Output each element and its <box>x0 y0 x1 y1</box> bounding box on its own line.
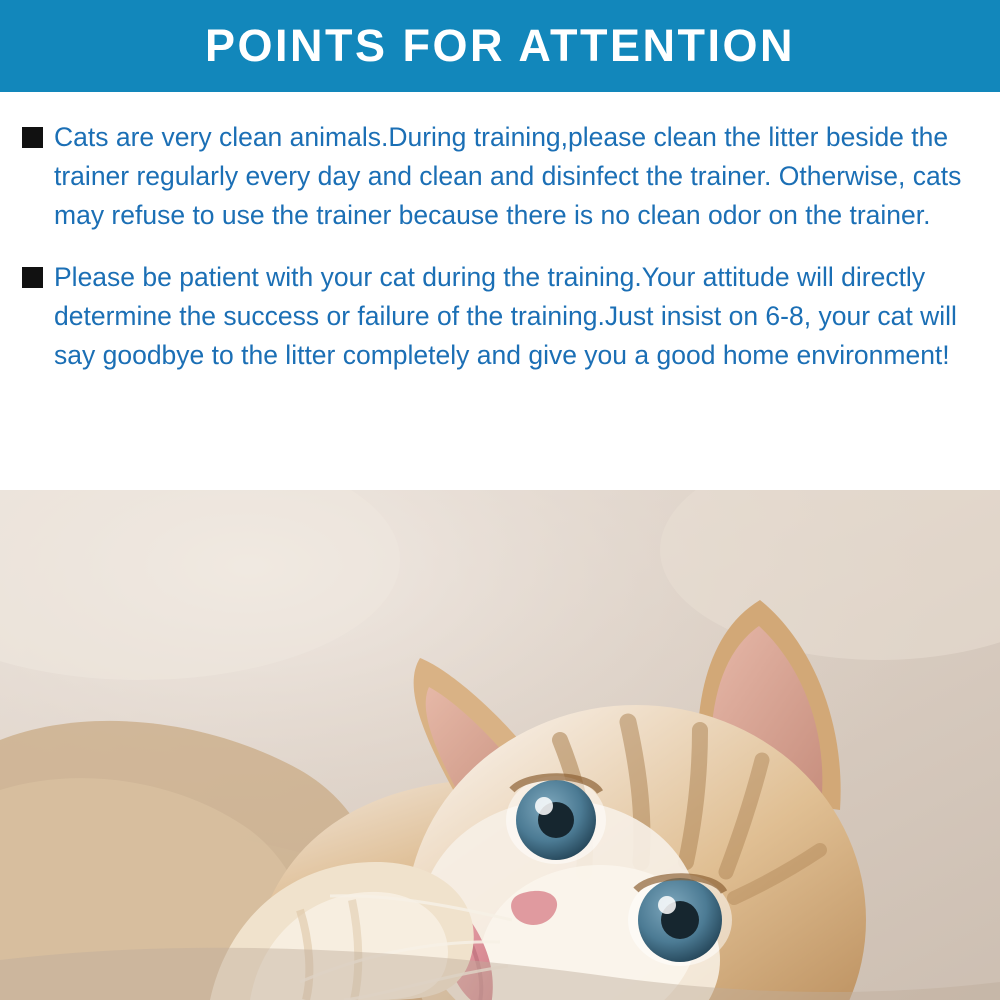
kitten-photo <box>0 490 1000 1000</box>
list-item-text: Please be patient with your cat during the training.Your attitude will directly determine the success or failure of the training.Just insist on 6-8, your cat will say goodbye to the litter completely and give you a good home environment! <box>54 261 957 371</box>
page-header-banner <box>0 0 1000 92</box>
list-item <box>22 258 970 376</box>
list-item <box>22 118 970 236</box>
attention-points-list <box>0 92 1000 490</box>
square-bullet-icon <box>22 127 43 148</box>
page-title: POINTS FOR ATTENTION <box>205 19 795 71</box>
list-item-text: Cats are very clean animals.During training,please clean the litter beside the trainer regularly every day and clean and disinfect the trainer. Otherwise, cats may refuse to use the trainer because there is no clean odor on the trainer. <box>54 122 962 231</box>
square-bullet-icon <box>22 267 43 288</box>
